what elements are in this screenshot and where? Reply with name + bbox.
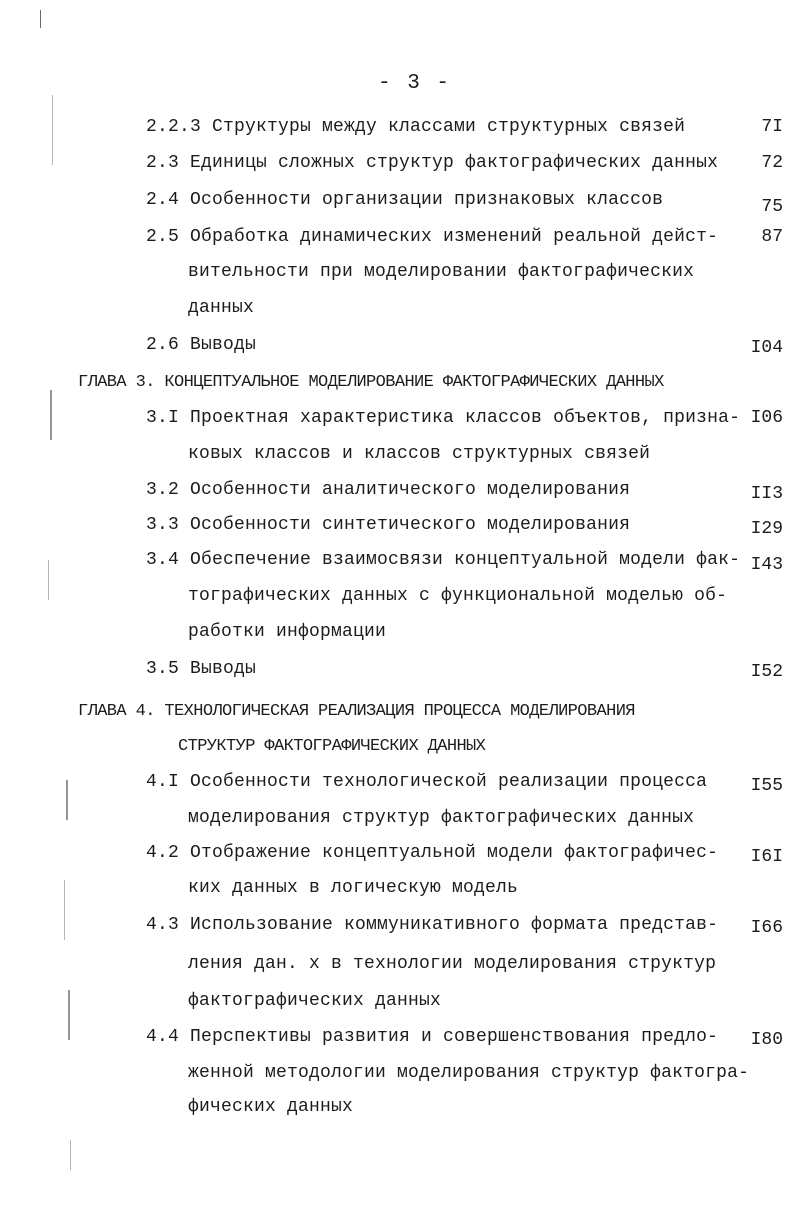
chapter-heading: ГЛАВА 3. КОНЦЕПТУАЛЬНОЕ МОДЕЛИРОВАНИЕ ФАКТОГРАФИЧЕСКИХ ДАННЫХ	[78, 373, 664, 392]
chapter-heading-continuation: СТРУКТУР ФАКТОГРАФИЧЕСКИХ ДАННЫХ	[178, 737, 486, 756]
toc-entry-title: 4.I Особенности технологической реализации процесса	[146, 772, 708, 792]
toc-entry-page: I6I	[750, 847, 783, 867]
scan-margin-mark	[68, 990, 70, 1040]
scan-margin-mark	[70, 1140, 71, 1170]
toc-entry-continuation: вительности при моделировании фактографических	[188, 262, 695, 282]
chapter-heading: ГЛАВА 4. ТЕХНОЛОГИЧЕСКАЯ РЕАЛИЗАЦИЯ ПРОЦЕССА МОДЕЛИРОВАНИЯ	[78, 702, 635, 721]
toc-entry-page: I80	[750, 1030, 783, 1050]
toc-entry-title: 3.5 Выводы	[146, 659, 257, 679]
toc-entry-page: I43	[750, 555, 783, 575]
toc-entry-page: 87	[761, 227, 783, 247]
toc-entry-title: 2.6 Выводы	[146, 335, 257, 355]
toc-entry-title: 3.I Проектная характеристика классов объектов, призна-	[146, 408, 741, 428]
toc-entry-title: 4.2 Отображение концептуальной модели фактографичес-	[146, 843, 719, 863]
toc-entry-title: 3.4 Обеспечение взаимосвязи концептуальной модели фак-	[146, 550, 741, 570]
toc-entry-page: I06	[750, 408, 783, 428]
scan-margin-mark	[50, 390, 52, 440]
toc-entry-page: II3	[750, 484, 783, 504]
toc-entry-title: 4.3 Использование коммуникативного формата представ-	[146, 915, 719, 935]
toc-entry-page: I04	[750, 338, 783, 358]
toc-entry-page: I52	[750, 662, 783, 682]
toc-entry-title: 2.2.3 Структуры между классами структурных связей	[146, 117, 686, 137]
toc-entry-continuation: ковых классов и классов структурных связей	[188, 444, 651, 464]
scan-margin-mark	[64, 880, 65, 940]
toc-entry-continuation: тографических данных с функциональной моделью об-	[188, 586, 728, 606]
toc-entry-page: 75	[761, 197, 783, 217]
toc-entry-title: 4.4 Перспективы развития и совершенствования предло-	[146, 1027, 719, 1047]
toc-entry-title: 3.3 Особенности синтетического моделирования	[146, 515, 631, 535]
toc-entry-continuation: фических данных	[188, 1097, 354, 1117]
scan-margin-mark	[52, 95, 53, 165]
toc-entry-title: 2.3 Единицы сложных структур фактографических данных	[146, 153, 719, 173]
toc-entry-page: I29	[750, 519, 783, 539]
toc-entry-page: 7I	[761, 117, 783, 137]
page-number: - 3 -	[378, 72, 452, 95]
toc-entry-title: 3.2 Особенности аналитического моделирования	[146, 480, 631, 500]
toc-entry-continuation: ления дан. х в технологии моделирования структур	[188, 954, 717, 974]
scan-margin-mark	[48, 560, 49, 600]
scan-margin-mark	[66, 780, 68, 820]
toc-entry-page: 72	[761, 153, 783, 173]
toc-entry-continuation: фактографических данных	[188, 991, 442, 1011]
scan-margin-mark	[40, 10, 41, 28]
toc-entry-continuation: ких данных в логическую модель	[188, 878, 519, 898]
toc-entry-continuation: данных	[188, 298, 255, 318]
toc-entry-page: I55	[750, 776, 783, 796]
toc-entry-title: 2.5 Обработка динамических изменений реальной дейст-	[146, 227, 719, 247]
toc-entry-continuation: женной методологии моделирования структур фактогра-	[188, 1063, 750, 1083]
toc-entry-page: I66	[750, 918, 783, 938]
toc-entry-continuation: моделирования структур фактографических данных	[188, 808, 695, 828]
toc-entry-title: 2.4 Особенности организации признаковых классов	[146, 190, 664, 210]
toc-entry-continuation: работки информации	[188, 622, 387, 642]
